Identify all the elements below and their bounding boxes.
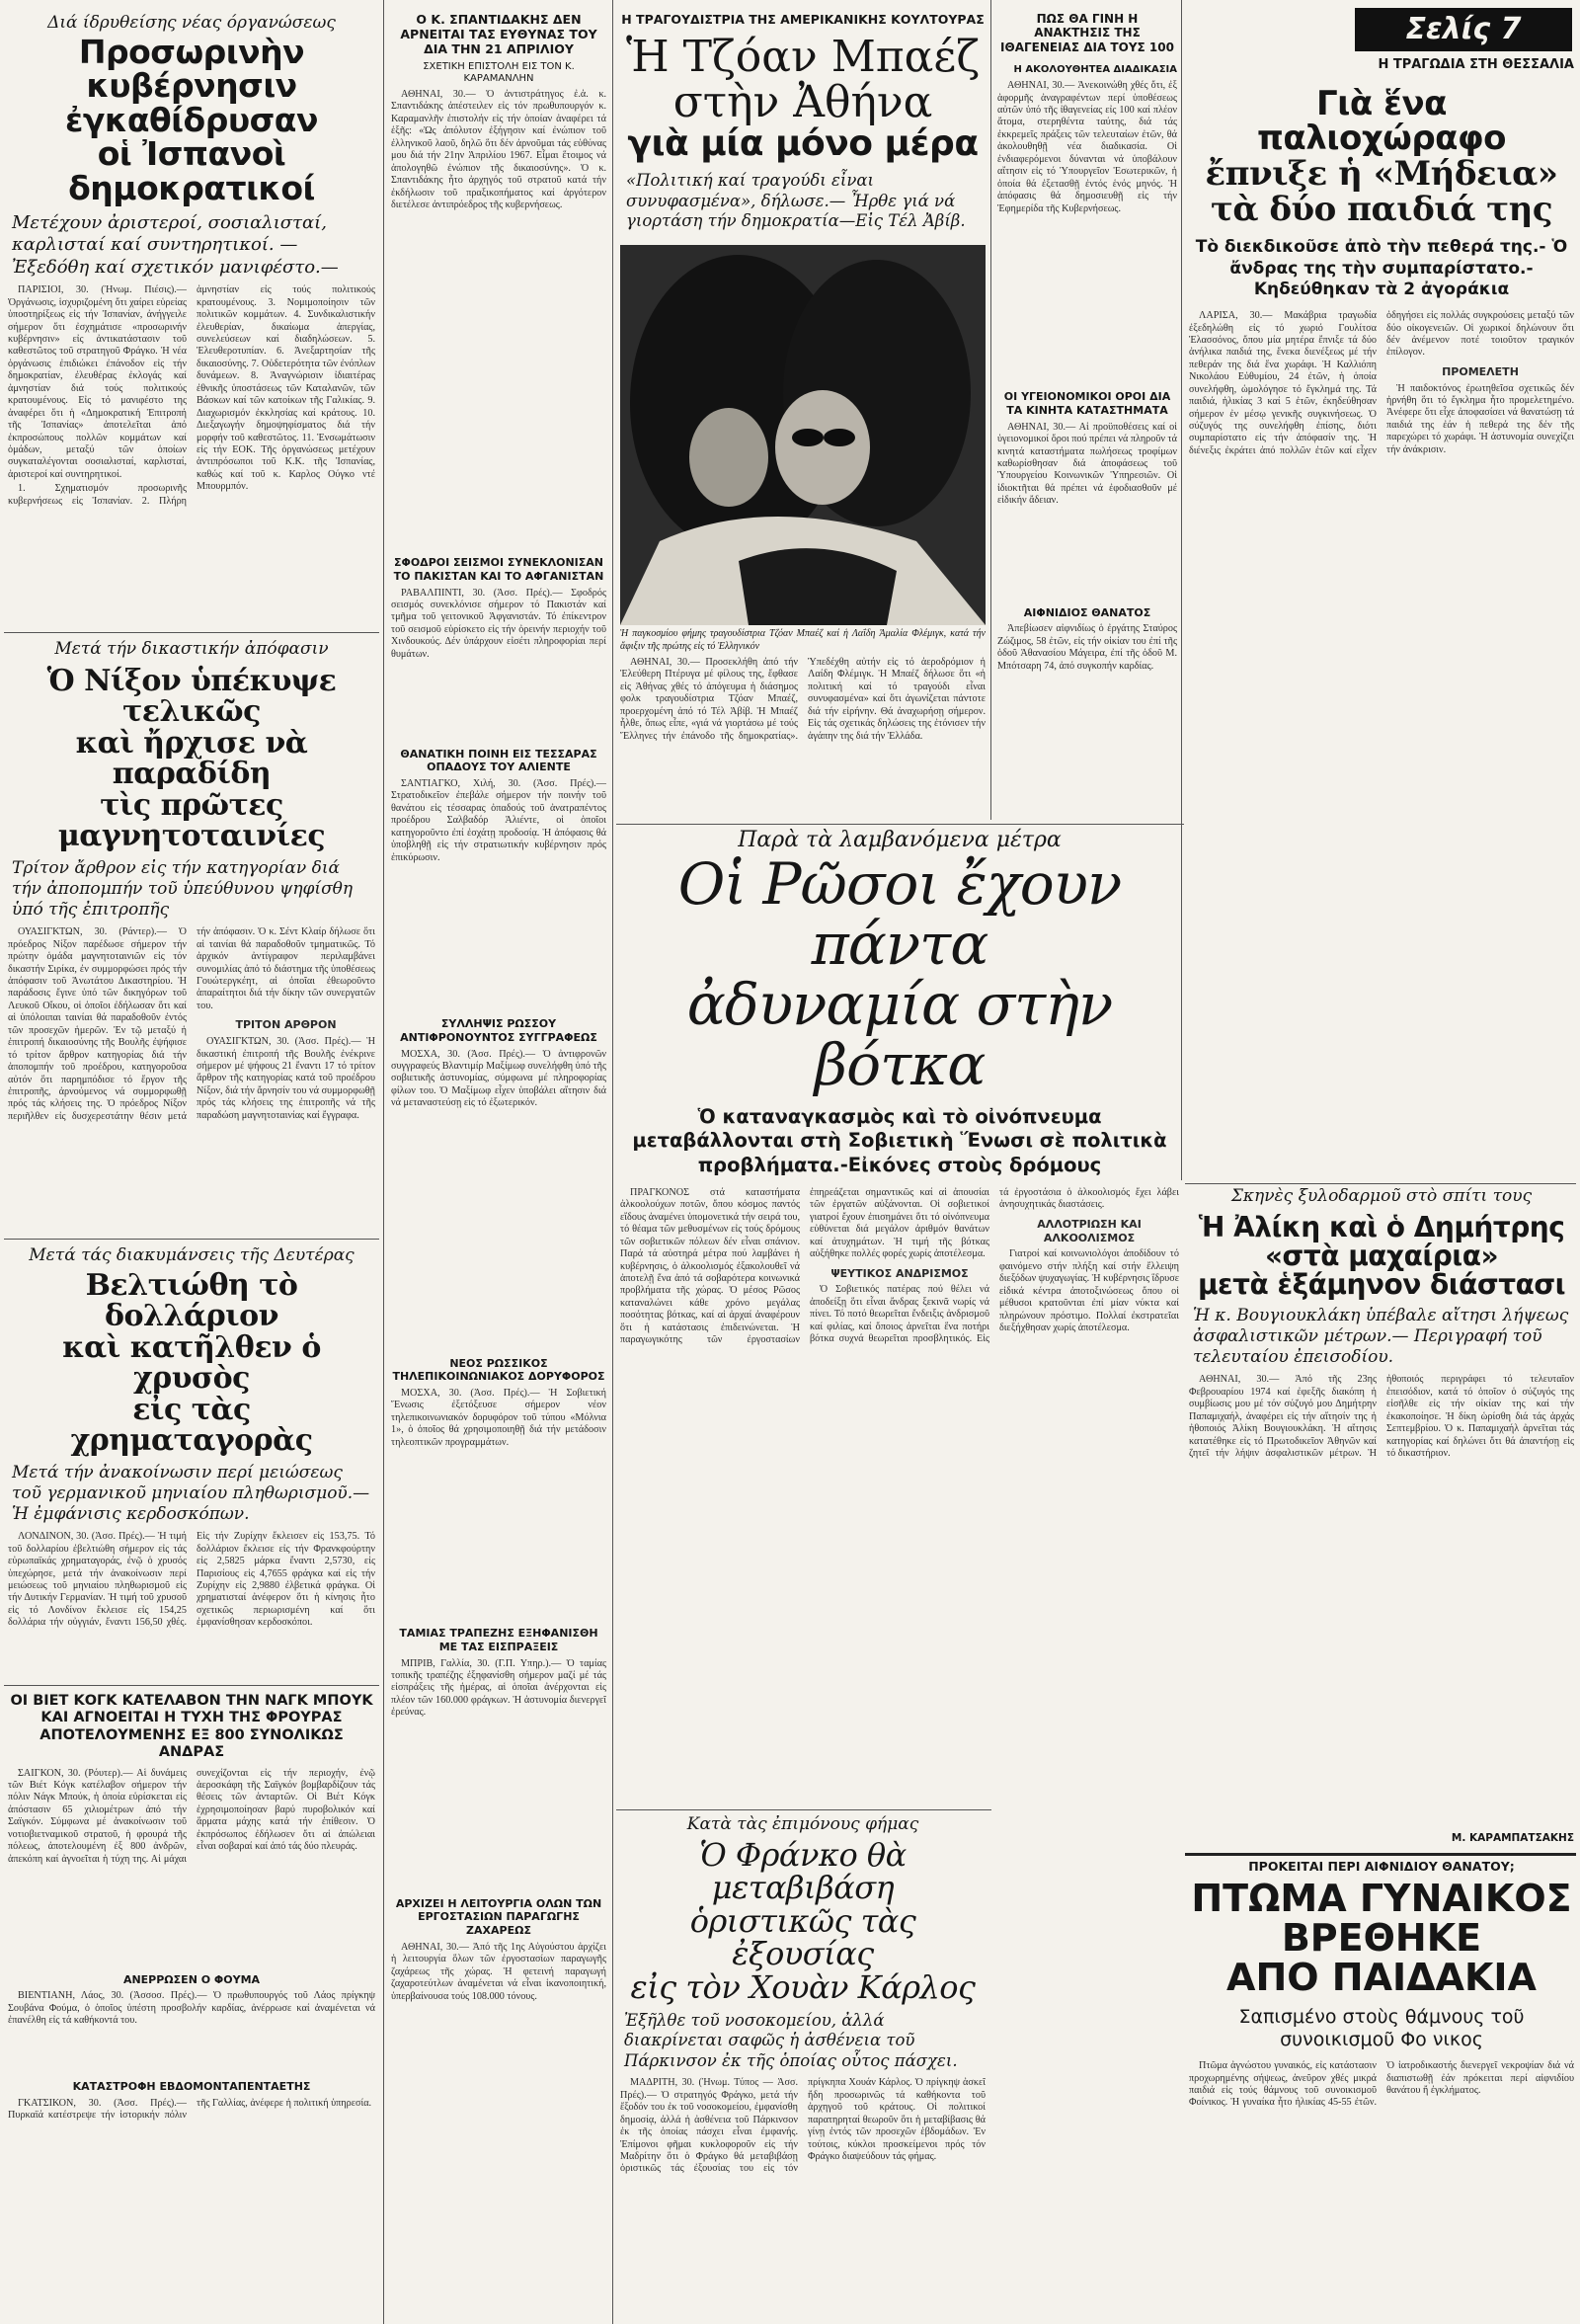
section-rule (1185, 1183, 1576, 1184)
headline-line: ἐγκαθίδρυσαν (65, 100, 318, 139)
article-body (391, 1388, 606, 1615)
headline-line: καὶ κατῆλθεν ὁ χρυσὸς (62, 1329, 321, 1397)
paragraph: ΣΑΝΤΙΑΓΚΟ, Χιλή, 30. (Ἀσσ. Πρές).— Στρατοδικεῖον ἐπεβάλε σήμερον τήν ποινήν τοῦ θανάτου εἰς τέσσαρας ὀπαδούς τοῦ ἀνατραπέντος προέδρου Σαλβαδόρ Ἀλιέντε, οἱ ὁποῖοι κατηγοροῦντο ἐπί ἐσχάτῃ προδοσίᾳ. Ἡ ἀπόφασις θά ὑποβληθῇ εἰς τήν στρατιωτικήν κυβέρνησιν πρός ἐπικύρωσιν. (391, 778, 606, 863)
headline-line: Ἡ Ἀλίκη καὶ ὁ Δημήτρης (1198, 1210, 1565, 1243)
paragraph: ΑΘΗΝΑΙ, 30.— Προσεκλήθη ἀπό τήν Ἐλεύθερη Πτέρυγα μέ φίλους της, ἔφθασε εἰς Ἀθήνας χθές τό ἀπόγευμα ἡ διάσημος φολκ τραγουδίστρια Τζόαν Μπαέζ, προερχομένη ἀπό τό Τέλ Ἀβίβ. Ἡ Μπαέζ ἦλθε, ὅπως εἶπε, «γιά νά γιορτάσω μέ τούς Ἕλληνες τήν ἐπάνοδο τῆς δημοκρατίας». Ὑπεδέχθη αὐτήν εἰς τό ἀεροδρόμιον ἡ Λαίδη Φλέμιγκ. Ἡ Μπαέζ δήλωσε ὅτι «ἡ πολιτική καί τό τραγούδι εἶναι συνυφασμένα» καί ὅτι ἀγωνίζεται πάντοτε διά τήν εἰρήνην. Θά ἀναχωρήσῃ σήμερον. Εἰς τάς σχετικάς δηλώσεις της ἐτόνισεν τήν ἀγάπην της διά τήν Ἑλλάδα. (620, 657, 986, 742)
headline-line: τὶς πρῶτες μαγνητοταινίες (57, 787, 326, 854)
headline-line: εἰς τὸν Χουὰν Κάρλος (630, 1967, 976, 2006)
article-kicker: Μετά τήν δικαστικήν ἀπόφασιν (54, 640, 329, 659)
article-deck: Τὸ διεκδικοῦσε ἀπὸ τὴν πεθερά της.- Ὁ ἄνδρας της τὴν συμπαρίστατο.- Κηδεύθηκαν τὰ 2 ἀγοράκια (1195, 237, 1568, 299)
article-spain-government (8, 14, 375, 626)
headline-line: οἱ Ἰσπανοὶ δημοκρατικοί (68, 134, 315, 208)
column-rule (1181, 0, 1182, 1180)
article-body (8, 2098, 375, 2295)
article-aliki-dimitris (1189, 1187, 1574, 1849)
briefs-column-right (997, 12, 1177, 818)
headline-line: ὁριστικῶς τὰς ἐξουσίας (689, 1901, 916, 1973)
headline-line: στὴν Ἀθήνα (672, 77, 933, 128)
subheading: Η ΑΚΟΛΟΥΘΗΤΕΑ ΔΙΑΔΙΚΑΣΙΑ (1013, 64, 1177, 76)
headline-line: γιὰ μία μόνο μέρα (627, 123, 979, 165)
article-body (1189, 1374, 1574, 1828)
paragraph: Γιατροί καί κοινωνιολόγοι ἀποδίδουν τό φαινόμενο στήν πλήξη καί στήν ἔλλειψη διεξόδων ψυχαγωγίας. Ἡ κυβέρνησις ἵδρυσε εἰδικά κέντρα ἀποτοξινώσεως ὅπου οἱ μέθυσοι κρατοῦνται ἐπί μίαν νύκτα καί πληρώνουν πρόστιμο. Πολλαί ἐκστρατεῖαι διεξήχθησαν χωρίς ἀποτέλεσμα. (999, 1248, 1179, 1333)
article-body (620, 2077, 986, 2314)
column-rule (383, 0, 384, 2324)
article-kicker: Σκηνὲς ξυλοδαρμοῦ στὸ σπίτι τους (1230, 1187, 1533, 1206)
subheading: ΘΑΝΑΤΙΚΗ ΠΟΙΝΗ ΕΙΣ ΤΕΣΣΑΡΑΣ ΟΠΑΔΟΥΣ ΤΟΥ ΑΛΙΕΝΤΕ (400, 747, 597, 774)
article-kicker: Η ΤΡΑΓΩΔΙΑ ΣΤΗ ΘΕΣΣΑΛΙΑ (1378, 57, 1574, 72)
headline-line: ΠΤΩΜΑ ΓΥΝΑΙΚΟΣ (1191, 1877, 1572, 1920)
subheading: ΣΦΟΔΡΟΙ ΣΕΙΣΜΟΙ ΣΥΝΕΚΛΟΝΙΣΑΝ ΤΟ ΠΑΚΙΣΤΑΝ ΚΑΙ ΤΟ ΑΦΓΑΝΙΣΤΑΝ (393, 556, 604, 583)
article-viet-cong (8, 1693, 375, 2068)
page-number: Σελίς 7 (1355, 8, 1572, 51)
paragraph: ΠΡΑΓΚΟΝΟΣ στά καταστήματα ἀλκοολούχων ποτῶν, ὅπου κόσμος παντός εἴδους ἀναμένει ὑπομονετικά τήν σειρά του, τό θέαμα τῶν μεθυσμένων εἰς τούς δρόμους τῶν σοβιετικῶν πόλεων δέν εἶναι σπάνιον. Παρά τά αὐστηρά μέτρα πού λαμβάνει ἡ κυβέρνησις, ὁ ἀλκοολισμός ἐξακολουθεῖ νά ἀποτελῇ ἕνα ἀπό τά σοβαρότερα κοινωνικά προβλήματα τῆς χώρας. Ὁ μέσος Ρῶσος καταναλώνει κάθε χρόνο μεγάλας ποσότητας βότκας, καί αἱ ἀρχαί ἀναφέρουν ὅτι ἡ κατάστασις ἐπιδεινώνεται. Ἡ παραγωγικότης τῶν ἐργοστασίων ἐπηρεάζεται σημαντικῶς καί αἱ ἀπουσίαι τῶν ἐργατῶν αὐξάνονται. Οἱ σοβιετικοί γιατροί ἔχουν ἐπισημάνει ὅτι τό οἰνόπνευμα εὐθύνεται διά μεγάλον ἀριθμόν θανάτων καί ἀτυχημάτων. Ἡ τιμή τῆς βότκας αὐξήθηκε πολλές φορές χωρίς ἀποτέλεσμα. (620, 1186, 989, 1346)
article-joan-baez-body (620, 628, 986, 822)
subheading: ΟΙ ΥΓΕΙΟΝΟΜΙΚΟΙ ΟΡΟΙ ΔΙΑ ΤΑ ΚΙΝΗΤΑ ΚΑΤΑΣΤΗΜΑΤΑ (1003, 390, 1171, 417)
article-body (997, 80, 1177, 376)
paragraph: ΛΟΝΔΙΝΟΝ, 30. (Ἀσσ. Πρές).— Ἡ τιμή τοῦ δολλαρίου ἐβελτιώθη σήμερον εἰς τάς εὐρωπαϊκάς χρηματαγοράς, ἐνῷ ὁ χρυσός ὑπεχώρησε, μετά τήν ἀνακοίνωσιν περί μειώσεως τοῦ μηνιαίου πληθωρισμοῦ εἰς τήν Δυτικήν Γερμανίαν. Ἡ τιμή τοῦ χρυσοῦ εἰς τό Λονδίνον ἔκλεισε εἰς 154,25 δολλάρια τήν οὐγγιάν, ἔναντι 156,50 χθές. Εἰς τήν Ζυρίχην ἔκλεισεν εἰς 153,75. Τό δολλάριον ἔκλεισε εἰς τήν Φρανκφούρτην εἰς 2,5825 μάρκα ἔναντι 2,5730, εἰς Παρισίους εἰς 4,7655 φράγκα καί εἰς τήν Ζυρίχην εἰς 2,9880 ἐλβετικά φράγκα. Οἱ χρηματισταί ἀνέφερον ὅτι ἡ κίνησις ἦτο σχετικῶς περιωρισμένη καί ὅτι ἐμφανίσθησαν κερδοσκόποι. (8, 1531, 375, 1629)
headline-line: ΚΑΙ ΑΓΝΟΕΙΤΑΙ Η ΤΥΧΗ ΤΗΣ ΦΡΟΥΡΑΣ (40, 1710, 343, 1726)
article-body (391, 1049, 606, 1345)
paragraph: ΡΑΒΑΛΠΙΝΤΙ, 30. (Ἀσσ. Πρές).— Σφοδρός σεισμός συνεκλόνισε σήμερον τό Πακιστάν καί τμῆμα τοῦ γειτονικοῦ Ἀφγανιστάν. Τό ἐπίκεντρον τοῦ σεισμοῦ εὑρίσκετο εἰς τήν ὀρεινήν περιοχήν τοῦ Χινδουκούς. Δέν ὑπάρχουν εἰσέτι πληροφορίαι περί θυμάτων. (391, 587, 606, 660)
headline-line: εἰς τὰς χρηματαγορὰς (70, 1392, 313, 1459)
paragraph: ΜΑΔΡΙΤΗ, 30. (Ἠνωμ. Τύπος — Ἀσσ. Πρές).— Ὁ στρατηγός Φράγκο, μετά τήν ἔξοδόν του ἐκ τοῦ νοσοκομείου, ἐμφανίσθη δημοσίᾳ, ἀλλά ἡ ἀσθένεια τοῦ Πάρκινσον ἐκ τῆς ὁποίας πάσχει εἶναι ἐμφανής. Ἐπίμονοι φῆμαι κυκλοφοροῦν εἰς τήν Μαδρίτην ὅτι ὁ Φράγκο θά μεταβιβάσῃ ὁριστικῶς τάς ἐξουσίας του εἰς τόν πρίγκηπα Χουάν Κάρλος. Ὁ πρίγκηψ ἀσκεῖ ἤδη προσωρινῶς τά καθήκοντα τοῦ ἀρχηγοῦ τοῦ κράτους. Οἱ πολιτικοί παρατηρηταί θεωροῦν ὅτι ἡ μεταβίβασις θά γίνῃ ἐντός τῶν προσεχῶν ἑβδομάδων. Ἐν τούτοις, κύκλοι προσκείμενοι πρός τόν Φράγκο διαψεύδουν τάς φήμας. (620, 2077, 986, 2175)
section-rule (4, 1685, 379, 1686)
paragraph: ΟΥΑΣΙΓΚΤΩΝ, 30. (Ἀσσ. Πρές).— Ἡ δικαστική ἐπιτροπή τῆς Βουλῆς ἐνέκρινε σήμερον μέ ψήφους 21 ἔναντι 17 τό τρίτον ἄρθρον τῆς κατηγορίας κατά τοῦ προέδρου Νίξον, διά τήν ἄρνησίν του νά συμμορφωθῇ πρός τάς κλήσεις της ἐπιτροπῆς νά τῆς παραδώση μαγνητοταινίας καί ἔγγραφα. (197, 1036, 375, 1121)
photo-caption: Ἡ παγκοσμίου φήμης τραγουδίστρια Τζόαν Μπαέζ καί ἡ Λαΐδη Ἀμαλία Φλέμιγκ, κατά τήν ἄφιξιν τῆς πρώτης εἰς τό Ἑλληνικόν (620, 628, 986, 652)
article-deck: Ὁ καταναγκασμὸς καὶ τὸ οἰνόπνευμα μεταβάλλονται στὴ Σοβιετικὴ Ἕνωσι σὲ πολιτικὰ προβλήματα.-Εἰκόνες στοὺς δρόμους (632, 1104, 1167, 1176)
headline-line: καὶ ἤρχισε νὰ παραδίδη (75, 725, 308, 792)
headline-line: ΑΠΟΤΕΛΟΥΜΕΝΗΣ ΕΞ 800 ΣΥΝΟΛΙΚΩΣ ΑΝΔΡΑΣ (40, 1726, 344, 1761)
article-franco (620, 1815, 986, 2314)
paragraph: ΒΙΕΝΤΙΑΝΗ, Λάος, 30. (Ἀσσοσ. Πρές).— Ὁ πρωθυπουργός τοῦ Λάος πρίγκηψ Σουβάνα Φούμα, ὁ ὁποῖος ὑπέστη προσβολήν καρδίας, ἀνέρρωσε καί ἀναμένεται νά ἐπανέλθη εἰς τά καθήκοντά του. (8, 1990, 375, 2027)
subheading: ΤΡΙΤΟΝ ΑΡΘΡΟΝ (235, 1018, 337, 1032)
headline-line: ΑΠΟ ΠΑΙΔΑΚΙΑ (1226, 1955, 1537, 1999)
headline-line: Ἡ Τζόαν Μπαέζ (625, 32, 981, 82)
article-dollar-gold (8, 1246, 375, 1681)
subheading: ΑΝΕΡΡΩΣΕΝ Ο ΦΟΥΜΑ (122, 1972, 261, 1986)
headline-line: «στὰ μαχαίρια» (1264, 1239, 1499, 1272)
paragraph: ΟΥΑΣΙΓΚΤΩΝ, 30. (Ράντερ).— Ὁ πρόεδρος Νίξον παρέδωσε σήμερον τήν πρώτην ὁμάδα μαγνητοταινιῶν εἰς τόν δικαστήν Σιρίκα, ἐν συμμορφώσει πρός τήν ἀπόφασιν τοῦ Ἀνωτάτου Δικαστηρίου. Ἡ παράδοσις ἔγινε ὑπό τῶν δικηγόρων τοῦ Λευκοῦ Οἴκου, οἱ ὁποῖοι ἐδήλωσαν ὅτι καί αἱ ὑπόλοιπαι ταινίαι θά παραδοθοῦν ἐντός τῶν προσεχῶν ἡμερῶν. Ἐν τῷ μεταξύ ἡ ἐπιτροπή δικαιοσύνης τῆς Βουλῆς ἐψήφισε τό τρίτον ἄρθρον κατηγορίας διά τήν ἀποπομπήν τοῦ προέδρου, κατηγοροῦσα αὐτόν ὅτι παρημπόδισε τό ἔργον τῆς ἐπιτροπῆς, ἀρνούμενος νά συμμορφωθῇ πρός τάς κλήσεις της. Ὁ πρόεδρος Νίξον περιῆλθεν εἰς δυσχερεστάτην θέσιν μετά τήν ἀπόφασιν. Ὁ κ. Σέντ Κλαίρ δήλωσε ὅτι αἱ ταινίαι θά παραδοθοῦν τμηματικῶς. Τό ἀρχικόν ἀντίγραφον περιλαμβάνει συνομιλίας ἀπό τό διάστημα τῆς ὑποθέσεως Γουώτεργκέητ, αἱ ὁποῖαι ἐθεωροῦντο ἀπαραίτητοι διά τήν δίκην τῶν συνεργατῶν του. (8, 926, 375, 1122)
article-kicker: Παρὰ τὰ λαμβανόμενα μέτρα (738, 828, 1062, 852)
headline-line: ἔπνιξε ἡ «Μήδεια» (1205, 153, 1558, 194)
article-body (391, 588, 606, 736)
article-medea (1189, 57, 1574, 838)
article-deck: Μετά τήν ἀνακοίνωσιν περί μειώσεως τοῦ γερμανικοῦ μηνιαίου πληθωρισμοῦ.— Ἡ ἐμφάνισις κερδοσκόπων. (12, 1462, 370, 1525)
article-kicker: Διά ίδρυθείσης νέας όργανώσεως (47, 14, 336, 33)
headline-line: τὰ δύο παιδιά της (1210, 189, 1553, 229)
headline-line: Ο Κ. ΣΠΑΝΤΙΔΑΚΗΣ ΔΕΝ ΑΡΝΕΙΤΑΙ ΤΑΣ ΕΥΘΥΝΑΣ ΤΟΥ ΔΙΑ ΤΗΝ 21 ΑΠΡΙΛΙΟΥ (400, 12, 597, 56)
paragraph: ΓΚΑΤΣΙΚΟΝ, 30. (Ἀσσ. Πρές).— Πυρκαϊά κατέστρεψε τήν ἱστορικήν πόλιν τῆς Γαλλίας, ἀνέφερε ἡ πολιτική ὑπηρεσία. (8, 2097, 372, 2122)
article-body (620, 1187, 1179, 1805)
article-body (8, 284, 375, 626)
article-woman-body-found (1189, 1859, 1574, 2313)
article-joan-baez-head (620, 12, 986, 241)
paragraph: ΠΑΡΙΣΙΟΙ, 30. (Ἠνωμ. Πιέσις).— Ὀργάνωσις, ἱσχυριζομένη ὅτι χαίρει εὑρείας ὑποστηρίξεως εἰς τήν Ἰσπανίαν, ἀνήγγειλε σήμερον ὅτι ἐσχημάτισε «προσωρινήν κυβέρνησιν» εἰς ἀντικατάστασιν τοῦ καθεστῶτος τοῦ στρατηγοῦ Φράγκο. Ἡ νέα ὀργάνωσις ἐπιδιώκει ἐπάνοδον εἰς τήν δημοκρατίαν, ἐλευθέρας ἐκλογάς καί ἀμνηστίαν διά τούς πολιτικούς κρατουμένους. Εἰς τό μανιφέστο της ἀναφέρει ὅτι ἡ «Δημοκρατική Ἐπιτροπή τῆς Ἰσπανίας» ἀποτελεῖται ἀπό ἐκπροσώπους πολλῶν κομμάτων καί ὁμάδων, μεταξύ τῶν ὁποίων συγκαταλέγονται σοσιαλισταί, καρλισταί, ἀριστεροί καί συντηρητικοί. (8, 284, 187, 480)
subheading: ΑΛΛΟΤΡΙΩΣΗ ΚΑΙ ΑΛΚΟΟΛΙΣΜΟΣ (1037, 1217, 1142, 1244)
paragraph: Ἀπεβίωσεν αἰφνιδίως ὁ ἐργάτης Σταύρος Ζώζιμος, 58 ἐτῶν, εἰς τήν οἰκίαν του ἐπί τῆς ὁδοῦ Ἀθανασίου Μάγειρα, ἐπί τῆς ὁδοῦ Μ. Μπότσαρη 74, ἀπό συγκοπήν καρδίας. (997, 623, 1177, 672)
subheading: ΠΡΟΜΕΛΕΤΗ (1442, 364, 1519, 378)
headline-line: Προσωρινὴν κυβέρνησιν (78, 32, 305, 106)
article-body (620, 657, 986, 810)
subheading: ΨΕΥΤΙΚΟΣ ΑΝΔΡΙΣΜΟΣ (830, 1266, 969, 1280)
subheading: ΚΑΤΑΣΤΡΟΦΗ ΕΒΔΟΜΟΝΤΑΠΕΝΤΑΕΤΗΣ (72, 2080, 311, 2093)
headline-line: ἀδυναμία στὴν βότκα (686, 971, 1113, 1098)
subheading: ΤΑΜΙΑΣ ΤΡΑΠΕΖΗΣ ΕΞΗΦΑΝΙΣΘΗ ΜΕ ΤΑΣ ΕΙΣΠΡΑΞΕΙΣ (399, 1627, 598, 1653)
paragraph: Ὁ Σοβιετικός πατέρας πού θέλει νά ἀποδείξῃ ὅτι εἶναι ἄνδρας ξεκινᾶ νωρίς νά πίνει. Τό ποτό θεωρεῖται ἔνδειξις ἀνδρισμοῦ καί φιλίας, καί ὅποιος ἀρνεῖται ἕνα ποτήρι βότκα συχνά θεωρεῖται προσβλητικός. Εἰς τά ἐργοστάσια ὁ ἀλκοολισμός ἔχει λάβει ἀνησυχητικάς διαστάσεις. (810, 1186, 1179, 1345)
headline-line: Ὁ Φράνκο θὰ μεταβιβάση (699, 1835, 907, 1907)
paragraph: ΑΘΗΝΑΙ, 30.— Ὁ ἀντιστράτηγος ἐ.ἀ. κ. Σπαντιδάκης ἀπέστειλεν εἰς τόν πρωθυπουργόν κ. Καραμανλῆν ἐπιστολήν εἰς τήν ὁποίαν ἀναφέρει τά ἑξῆς: «Ὡς ἀπόλυτον ἐξήγησιν καί ἐνώπιον τοῦ ἐλληνικοῦ λαοῦ, δηλῶ ὅτι δέν ἀρνοῦμαι τάς εὐθύνας μου διά τήν 21ην Ἀπριλίου 1967. Εἶμαι ἕτοιμος νά ἀπολογηθῶ ἐνώπιον τῆς δικαιοσύνης». Ὁ κ. Σπαντιδάκης ἦτο ἀρχηγός τοῦ στρατοῦ κατά τήν ἐκδήλωσιν τοῦ πραξικοπήματος καί ἀργότερον διετέλεσε ἀντιπρόεδρος τῆς κυβερνήσεως. (391, 89, 606, 210)
headline-line: Οἱ Ρῶσοι ἔχουν πάντα (677, 850, 1122, 979)
article-body (997, 623, 1177, 732)
article-kicker: Μετά τάς διακυμάνσεις τῆς Δευτέρας (29, 1246, 355, 1265)
article-body (8, 1990, 375, 2049)
briefs-column (391, 12, 606, 2313)
subheading: ΝΕΟΣ ΡΩΣΣΙΚΟΣ ΤΗΛΕΠΙΚΟΙΝΩΝΙΑΚΟΣ ΔΟΡΥΦΟΡΟΣ (392, 1356, 605, 1384)
paragraph: ΑΘΗΝΑΙ, 30.— Ἀπό τῆς 1ης Αὐγούστου ἀρχίζει ἡ λειτουργία ὅλων τῶν ἐργοστασίων παραγωγῆς ζαχάρεως τῆς χώρας. Ἡ φετεινή παραγωγή ζαχαροτεύτλων ἀναμένεται νά εἶναι ἱκανοποιητική, ὑπερβαίνουσα τούς 108.000 τόνους. (391, 1941, 606, 2002)
paragraph: Πτῶμα ἀγνώστου γυναικός, εἰς κατάστασιν προχωρημένης σήψεως, ἀνεῦρον χθές μικρά παιδιά εἰς τούς θάμνους τοῦ συνοικισμοῦ Φοίνικος. Ἡ γυναίκα ἦτο ἡλικίας 45-55 ἐτῶν. Ὁ ἰατροδικαστής διενεργεῖ νεκροψίαν διά νά διαπιστωθῇ ἐάν πρόκειται περί αἰφνιδίου θανάτου ἤ ἐγκλήματος. (1189, 2060, 1574, 2109)
article-body (1189, 2060, 1574, 2248)
article-body (391, 778, 606, 1005)
article-body (997, 422, 1177, 595)
article-body (391, 89, 606, 538)
article-kicker: ΠΡΟΚΕΙΤΑΙ ΠΕΡΙ ΑΙΦΝΙΔΙΟΥ ΘΑΝΑΤΟΥ; (1248, 1859, 1515, 1874)
column-rule (612, 0, 613, 2324)
paragraph: ΑΘΗΝΑΙ, 30.— Ἀνεκοινώθη χθές ὅτι, ἐξ ἀφορμῆς ἀναγραφέντων περί ὑποθέσεως αὐτῶν ὑπό τῆς ἰθαγενείας εἰς 100 καί πλέον ἄτομα, στερηθέντα ταύτης, διά τάς ἐκκρεμεῖς πράξεις τῶν τελευταίων ἐτῶν, θά ἀκολουθηθῇ νέα διαδικασία. Οἱ ἐνδιαφερόμενοι δύνανται νά ὑποβάλουν αἴτησιν εἰς τό Ὑπουργεῖον Ἐσωτερικῶν, ἡ ὁποία θά ἐξετασθῇ ἐντός ἑνός μηνός. Ἡ ἀπόφασις θά δημοσιευθῇ εἰς τήν Ἐφημερίδα τῆς Κυβερνήσεως. (997, 80, 1177, 214)
article-russians-vodka (620, 828, 1179, 1805)
section-rule (4, 1239, 379, 1240)
subheading: ΣΧΕΤΙΚΗ ΕΠΙΣΤΟΛΗ ΕΙΣ ΤΟΝ Κ. ΚΑΡΑΜΑΝΛΗΝ (423, 61, 575, 84)
article-deck: Ἡ κ. Βουγιουκλάκη ὑπέβαλε αἴτησι λήψεως ἀσφαλιστικῶν μέτρων.— Περιγραφή τοῦ τελευταίου ἐπεισοδίου. (1193, 1305, 1569, 1368)
article-deck: Σαπισμένο στοὺς θάμνους τοῦ συνοικισμοῦ Φο νικος (1238, 2005, 1525, 2051)
headline-line: μετὰ ἑξάμηνον διάστασι (1197, 1268, 1566, 1302)
section-rule (1185, 1853, 1576, 1856)
section-rule (4, 632, 379, 633)
article-nixon-tapes (8, 640, 375, 1233)
article-deck: «Πολιτική καί τραγούδι εἶναι συνυφασμένα», δήλωσε.— Ἦρθε γιά νά γιορτάση τήν δημοκρατία—Εἰς Τέλ Ἀβίβ. (626, 171, 966, 231)
article-body (8, 926, 375, 1233)
article-deck: Ἐξῆλθε τοῦ νοσοκομείου, ἀλλά διακρίνεται σαφῶς ἡ ἀσθένεια τοῦ Πάρκινσον ἐκ τῆς ὁποίας οὗτος πάσχει. (624, 2010, 958, 2070)
paragraph: ΛΑΡΙΣΑ, 30.— Μακάβρια τραγωδία ἐξεδηλώθη εἰς τό χωριό Γουλίτσα Ἐλασσόνος, ὅπου μία μητέρα ἔπνιξε τά δύο ἀνήλικα παιδιά της, ἕνεκα διενέξεως μέ τήν πεθεράν της διά ἕνα χωράφι. Ἡ Καλλιόπη Νικολάου Εὐθυμίου, 24 ἐτῶν, ἡ ὁποία συνελήφθη, ὡμολόγησε τό ἔγκλημά της. Τά παιδιά, ἡλικίας 3 καί 5 ἐτῶν, ἐκηδεύθησαν σήμερον ἐν μέσῳ γενικῆς συγκινήσεως. Ὁ σύζυγός της συνελήφθη ἐπίσης, διότι συμπαρίστατο εἰς τήν ἀπόφασίν της. Ἡ διένεξις ἐκράτει ἀπό πολλῶν ἐτῶν καί εἶχεν ὀδηγήσει εἰς πολλάς συγκρούσεις μεταξύ τῶν δύο οἰκογενειῶν. Οἱ χωρικοί δηλώνουν ὅτι δέν ἀνέμενον ποτέ τοιοῦτον τραγικόν ἐπίλογον. (1189, 310, 1574, 456)
subheading: ΑΡΧΙΖΕΙ Η ΛΕΙΤΟΥΡΓΙΑ ΟΛΩΝ ΤΩΝ ΕΡΓΟΣΤΑΣΙΩΝ ΠΑΡΑΓΩΓΗΣ ΖΑΧΑΡΕΩΣ (395, 1896, 602, 1937)
paragraph: ΜΟΣΧΑ, 30. (Ἀσσ. Πρές).— Ὁ ἀντιφρονῶν συγγραφεύς Βλαντιμίρ Μαξίμωφ συνελήφθη ὑπό τῆς σοβιετικῆς ἀστυνομίας, σύμφωνα μέ πληροφορίας φίλων του. Ὁ Μαξίμωφ εἶχεν ὑποβάλει αἴτησιν διά νά μεταναστεύσῃ εἰς τό ἐξωτερικόν. (391, 1048, 606, 1109)
paragraph: ΑΘΗΝΑΙ, 30.— Ἀπό τῆς 23ης Φεβρουαρίου 1974 καί ἐφεξῆς διακόπη ἡ συμβίωσις μου μέ τόν σύζυγό μου Δημήτρην Παπαμιχαήλ, ἀναφέρει εἰς τήν αἴτησίν της ἡ ἠθοποιός Ἀλίκη Βουγιουκλάκη. Ἡ αἴτησις κατατέθηκε εἰς τό Πρωτοδικεῖον Ἀθηνῶν καί ζητεῖ τήν λήψιν ἀσφαλιστικῶν μέτρων. Ἡ ἠθοποιός περιγράφει τό τελευταῖον ἐπεισόδιον, κατά τό ὁποῖον ὁ σύζυγός της εἰσῆλθε εἰς τήν οἰκίαν της καί τήν ἐκακοποίησε. Ἡ δίκη ὡρίσθη διά τάς ἀρχάς Σεπτεμβρίου. Ὁ κ. Παπαμιχαήλ ἀρνεῖται τάς κατηγορίας καί δηλώνει ὅτι θά ἀπαντήσῃ εἰς τό δικαστήριον. (1189, 1374, 1574, 1460)
photo-illustration (620, 245, 986, 625)
article-body (8, 1531, 375, 1681)
byline: Μ. ΚΑΡΑΜΠΑΤΣΑΚΗΣ (1451, 1832, 1574, 1845)
headline-line: Ὁ Νίξον ὑπέκυψε τελικῶς (46, 663, 337, 730)
section-rule (616, 1809, 991, 1810)
headline-line: Βελτιώθη τὸ δολλάριον (85, 1267, 298, 1334)
article-deck: Μετέχουν ἀριστεροί, σοσιαλισταί, καρλισταί καί συντηρητικοί. — Ἐξεδόθη καί σχετικόν μανιφέστο.— (12, 211, 339, 278)
headline-line: ΠΩΣ ΘΑ ΓΙΝΗ Η ΑΝΑΚΤΗΣΙΣ ΤΗΣ ΙΘΑΓΕΝΕΙΑΣ ΔΙΑ ΤΟΥΣ 100 (1000, 12, 1174, 54)
article-kicker: Κατὰ τὰς ἐπιμόνους φήμας (686, 1815, 919, 1834)
article-kicker: Η ΤΡΑΓΟΥΔΙΣΤΡΙΑ ΤΗΣ ΑΜΕΡΙΚΑΝΙΚΗΣ ΚΟΥΛΤΟΥΡΑΣ (621, 12, 985, 27)
column-rule (990, 0, 991, 820)
paragraph: 1. Σχηματισμόν προσωρινῆς κυβερνήσεως εἰς Ἰσπανίαν. 2. Πλήρη ἀμνηστίαν εἰς τούς πολιτικούς κρατουμένους. 3. Νομιμοποίησιν τῶν πολιτικῶν κομμάτων. 4. Συνδικαλιστικήν ἐλευθερίαν, δικαίωμα ἀπεργίας, συνελεύσεων καί διαδηλώσεων. 5. Ἐλευθεροτυπίαν. 6. Ἀνεξαρτησίαν τῆς δικαιοσύνης. 7. Οὐδετερότητα τῶν ἐνόπλων δυνάμεων. 8. Ἀναγνώρισιν ἰδιαιτέρας ἐθνικῆς ὑποστάσεως τῶν Καταλανῶν, τῶν Βάσκων καί τῶν κατοίκων τῆς Γαλικίας. 9. Διαχωρισμόν ἐκκλησίας καί κράτους. 10. Διεξαγωγήν δημοψηφίσματος διά τήν μορφήν τοῦ καθεστῶτος. 11. Ἐνσωμάτωσιν εἰς τήν ΕΟΚ. Τῆς ὀργανώσεως μετέχουν ἀντιπρόσωποι τοῦ Κ.Κ. τῆς Ἰσπανίας, καθώς καί τοῦ κ. Καρλος Ούγκο ντέ Μπουρμπόν. (8, 284, 375, 507)
subheading: ΣΥΛΛΗΨΙΣ ΡΩΣΣΟΥ ΑΝΤΙΦΡΟΝΟΥΝΤΟΣ ΣΥΓΓΡΑΦΕΩΣ (400, 1017, 597, 1044)
paragraph: Ἡ παιδοκτόνος ἐρωτηθεῖσα σχετικῶς δέν ἠρνήθη ὅτι τό ἔγκλημα ἦτο προμελετημένο. Ἀνέφερε ὅτι εἶχε ἀποφασίσει νά θανατώσῃ τά παιδιά της ἐάν ἡ πεθερά της δέν τῆς παρεχώρει τό χωράφι. Ἡ ἀστυνομία συνεχίζει τήν ἀνάκρισιν. (1386, 382, 1574, 455)
article-body (391, 1658, 606, 1885)
paragraph: ΣΑΙΓΚΟΝ, 30. (Ρόυτερ).— Αἱ δυνάμεις τῶν Βιέτ Κόγκ κατέλαβον σήμερον τήν πόλιν Νάγκ Μπούκ, ἡ ὁποία εὑρίσκεται εἰς ἀπόστασιν 65 χιλιομέτρων ἀπό τήν Σαϊγκόν. Σύμφωνα μέ ἀνακοίνωσιν τοῦ νοτιοβιετναμικοῦ στρατοῦ, ἡ φρουρά τῆς πόλεως, ἀποτελουμένη ἐξ 800 ἀνδρῶν, ἀπεκόπη καί ἀγνοεῖται ἡ τύχη της. Αἱ μάχαι συνεχίζονται εἰς τήν περιοχήν, ἐνῷ ἀεροσκάφη τῆς Σαϊγκόν βομβαρδίζουν τάς θέσεις τῶν ἀνταρτῶν. Οἱ Βιέτ Κόγκ ἐχρησιμοποίησαν βαρύ πυροβολικόν καί ἅρματα μάχης κατά τήν ἐπίθεσιν. Ὁ ἐκπρόσωπος ἐδήλωσεν ὅτι αἱ ἀπώλειαι εἶναι σοβαραί καί ἀπό τάς δύο πλευράς. (8, 1767, 375, 1865)
article-body (391, 1942, 606, 2139)
headline-line: Γιὰ ἕνα παλιοχώραφο (1256, 83, 1506, 159)
article-deck: Τρίτον ἄρθρον εἰς τήν κατηγορίαν διά τήν ἀποπομπήν τοῦ ὑπεύθυνου ψηφίσθη ὑπό τῆς ἐπιτροπῆς (12, 857, 354, 921)
article-body (8, 1768, 375, 1965)
article-body (1189, 310, 1574, 838)
headline-line: ΟΙ ΒΙΕΤ ΚΟΓΚ ΚΑΤΕΛΑΒΟΝ ΤΗΝ ΝΑΓΚ ΜΠΟΥΚ (10, 1693, 373, 1709)
subheading: ΑΙΦΝΙΔΙΟΣ ΘΑΝΑΤΟΣ (1023, 605, 1151, 619)
section-rule (616, 824, 1184, 825)
paragraph: ΜΠΡΙΒ, Γαλλία, 30. (Γ.Π. Υπηρ.).— Ὁ ταμίας τοπικῆς τραπέζης ἐξηφανίσθη σήμερον μαζί μέ τάς εἰσπράξεις τῆς ἡμέρας, αἱ ὁποῖαι ἀνέρχονται εἰς πλέον τῶν 160.000 φράγκων. Ἡ ἀστυνομία διενεργεῖ ἐρεύνας. (391, 1657, 606, 1719)
photo-joan-baez (620, 245, 986, 625)
paragraph: ΑΘΗΝΑΙ, 30.— Αἱ προϋποθέσεις καί οἱ ὑγειονομικοί ὅροι πού πρέπει νά πληροῦν τά κινητά καταστήματα πωλήσεως τροφίμων καθωρίσθησαν διά ἀποφάσεως τοῦ Ὑπουργείου Κοινωνικῶν Ὑπηρεσιῶν. Οἱ ἰδιοκτῆται θά πρέπει νά ἐφοδιασθοῦν μέ εἰδικήν ἄδειαν. (997, 421, 1177, 507)
article-fire (8, 2074, 375, 2311)
headline-line: ΒΡΕΘΗΚΕ (1281, 1915, 1482, 1960)
paragraph: ΜΟΣΧΑ, 30. (Ἀσσ. Πρές).— Ἡ Σοβιετική Ἕνωσις ἐξετόξευσε σήμερον νέον τηλεπικοινωνιακόν δορυφόρον τοῦ τύπου «Μόλνια 1», ὁ ὁποῖος θά χρησιμοποιηθῇ διά τήν μετάδοσιν τηλεοπτικῶν προγραμμάτων. (391, 1388, 606, 1448)
